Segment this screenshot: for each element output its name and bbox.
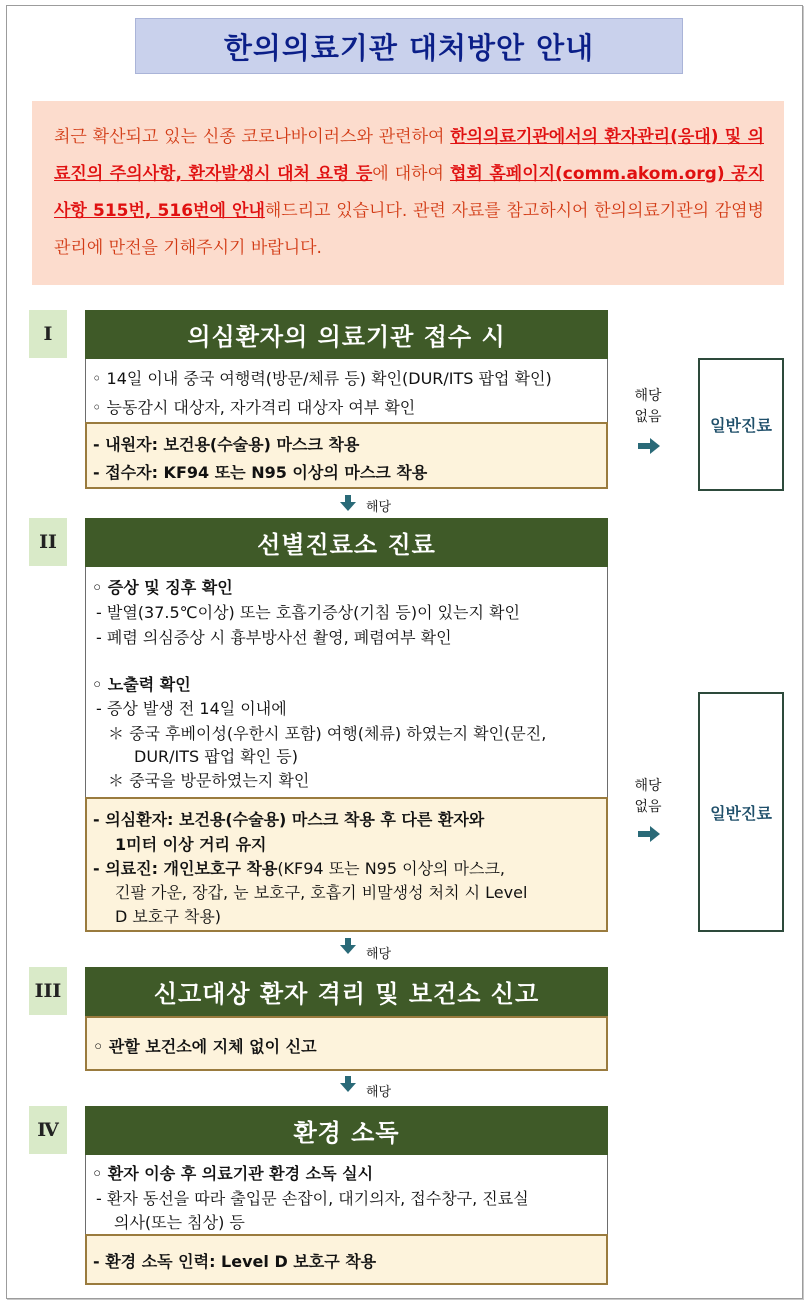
flow-label-2: 해당: [366, 947, 392, 962]
section-1-note-1: - 내원자: 보건용(수술용) 마스크 착용: [93, 435, 360, 454]
section-4-line-2: - 환자 동선을 따라 출입문 손잡이, 대기의자, 접수창구, 진료실: [96, 1189, 529, 1208]
side-label-2: [632, 776, 664, 818]
section-3-line-1: ◦ 관할 보건소에 지체 없이 신고: [93, 1037, 317, 1056]
section-2-note-3-rest: (KF94 또는 N95 이상의 마스크,: [277, 859, 506, 878]
section-body-3: [85, 1016, 608, 1071]
section-4-note-box: [85, 1234, 608, 1285]
section-4-line-1: ◦ 환자 이송 후 의료기관 환경 소독 실시: [92, 1164, 374, 1183]
general-care-box-1: 일반진료: [698, 358, 784, 491]
section-body-2: [85, 567, 608, 801]
arrow-down-icon: [338, 937, 358, 955]
section-title-4: 환경 소독: [85, 1106, 608, 1155]
intro-text-3: 해드리고 있습니다. 관련 자료를 참고하시어 한의의료기관의 감염병 관리에 만전을 기해주시기 바랍니다.: [54, 201, 764, 258]
section-title-1: 의심환자의 의료기관 접수 시: [85, 310, 608, 359]
section-title-2: 선별진료소 진료: [85, 518, 608, 567]
section-4-line-3: 의사(또는 침상) 등: [114, 1213, 245, 1232]
section-2-line-1: ◦ 증상 및 징후 확인: [92, 578, 233, 597]
section-1-line-2: ◦ 능동감시 대상자, 자가격리 대상자 여부 확인: [92, 398, 416, 417]
section-2-note-2: 1미터 이상 거리 유지: [115, 835, 267, 854]
side-label-1: [632, 386, 664, 428]
section-2-note-3: [93, 856, 505, 879]
section-1-note-box: [85, 422, 608, 489]
section-number-4: Ⅳ: [29, 1106, 67, 1154]
side-label-2-line-2: 없음: [634, 799, 662, 815]
section-number-2: II: [29, 518, 67, 566]
section-body-1: [85, 359, 608, 425]
arrow-right-icon: [637, 437, 661, 455]
section-1-note-2: - 접수자: KF94 또는 N95 이상의 마스크 착용: [93, 463, 428, 482]
flow-label-3: 해당: [366, 1085, 392, 1100]
section-2-line-8: ＊ 중국을 방문하였는지 확인: [108, 771, 310, 790]
section-2-note-5: D 보호구 착용): [115, 907, 222, 926]
section-body-4: [85, 1155, 608, 1235]
section-2-line-4: ◦ 노출력 확인: [92, 675, 191, 694]
side-label-2-line-1: 해당: [634, 778, 662, 794]
intro-highlight-1: 한의의료기관에서의 환자관리(응대) 및 의료진의 주의사항, 환자발생시 대처 요령 등: [54, 127, 764, 184]
section-1-line-1: ◦ 14일 이내 중국 여행력(방문/체류 등) 확인(DUR/ITS 팝업 확인): [92, 369, 552, 388]
section-2-line-2: - 발열(37.5℃이상) 또는 호흡기증상(기침 등)이 있는지 확인: [96, 603, 520, 622]
arrow-down-icon: [338, 494, 358, 512]
flow-label-1: 해당: [366, 500, 392, 515]
section-number-1: I: [29, 310, 67, 358]
section-2-note-1: - 의심환자: 보건용(수술용) 마스크 착용 후 다른 환자와: [93, 810, 485, 829]
section-number-3: III: [29, 967, 67, 1015]
intro-text-2: 에 대하여: [372, 164, 450, 184]
section-2-line-3: - 폐렴 의심증상 시 흉부방사선 촬영, 폐렴여부 확인: [96, 628, 452, 647]
section-2-line-6: ＊ 중국 후베이성(우한시 포함) 여행(체류) 하였는지 확인(문진,: [108, 724, 547, 743]
section-2-note-box: [85, 797, 608, 932]
intro-text-1: 최근 확산되고 있는 신종 코로나바이러스와 관련하여: [54, 127, 451, 147]
section-2-line-5: - 증상 발생 전 14일 이내에: [96, 699, 287, 718]
side-label-1-line-1: 해당: [634, 388, 662, 404]
section-2-line-7: DUR/ITS 팝업 확인 등): [134, 747, 298, 766]
section-2-note-4: 긴팔 가운, 장갑, 눈 보호구, 호흡기 비말생성 처치 시 Level: [115, 883, 528, 902]
intro-notice: [32, 101, 784, 285]
section-4-note-1: - 환경 소독 인력: Level D 보호구 착용: [93, 1252, 377, 1271]
section-2-note-3-bold: - 의료진: 개인보호구 착용: [93, 859, 278, 878]
arrow-right-icon: [637, 825, 661, 843]
arrow-down-icon: [338, 1075, 358, 1093]
general-care-box-2: 일반진료: [698, 692, 784, 932]
page-title: 한의의료기관 대처방안 안내: [135, 18, 683, 74]
intro-highlight-2: 협회 홈페이지(comm.akom.org) 공지사항 515번, 516번에 안내: [54, 164, 764, 221]
side-label-1-line-2: 없음: [634, 409, 662, 425]
section-title-3: 신고대상 환자 격리 및 보건소 신고: [85, 967, 608, 1016]
